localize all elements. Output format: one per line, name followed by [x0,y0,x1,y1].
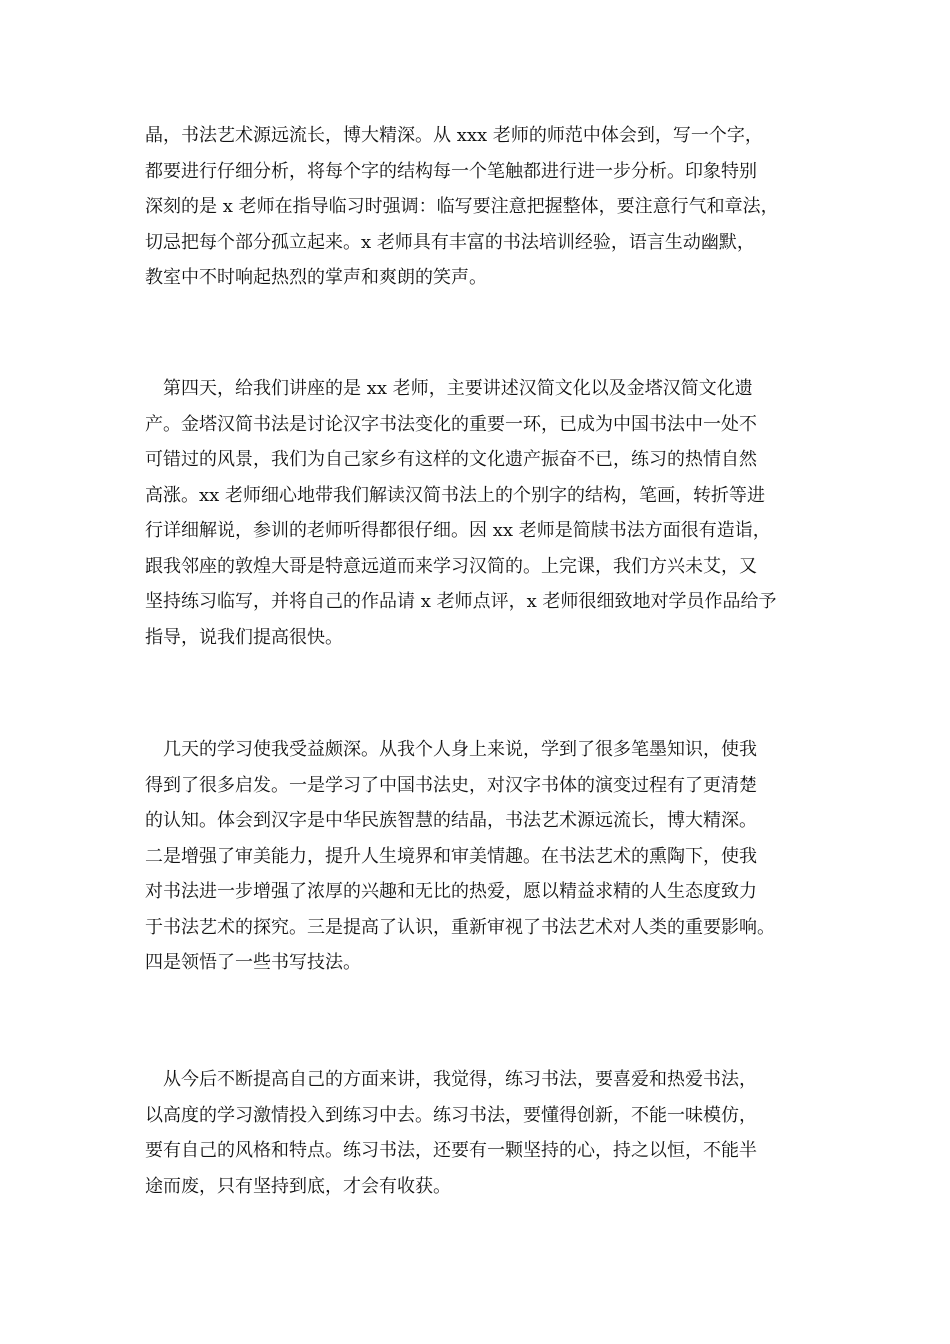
text-line: 于书法艺术的探究。三是提高了认识，重新审视了书法艺术对人类的重要影响。 [145,916,775,938]
text-line: 从今后不断提高自己的方面来讲，我觉得，练习书法，要喜爱和热爱书法， [145,1069,757,1090]
text-line: 切忌把每个部分孤立起来。x 老师具有丰富的书法培训经验，语言生动幽默， [145,231,755,253]
text-line: 高涨。xx 老师细心地带我们解读汉简书法上的个别字的结构，笔画，转折等进 [145,484,766,506]
text-line: 坚持练习临写，并将自己的作品请 x 老师点评，x 老师很细致地对学员作品给予 [145,591,777,612]
text-line: 对书法进一步增强了浓厚的兴趣和无比的热爱，愿以精益求精的人生态度致力 [145,881,757,902]
text-line: 教室中不时响起热烈的掌声和爽朗的笑声。 [145,267,487,288]
text-line: 的认知。体会到汉字是中华民族智慧的结晶，书法艺术源远流长，博大精深。 [145,810,757,831]
paragraph-1 [145,118,815,296]
text-line: 晶，书法艺术源远流长，博大精深。从 xxx 老师的师范中体会到，写一个字， [145,125,763,146]
text-line: 以高度的学习激情投入到练习中去。练习书法，要懂得创新，不能一味模仿， [145,1104,757,1126]
paragraph-3 [145,732,815,981]
text-line: 得到了很多启发。一是学习了中国书法史，对汉字书体的演变过程有了更清楚 [145,774,757,796]
text-line: 深刻的是 x 老师在指导临习时强调：临写要注意把握整体，要注意行气和章法， [145,196,779,217]
text-line: 产。金塔汉简书法是讨论汉字书法变化的重要一环，已成为中国书法中一处不 [145,413,757,435]
text-line: 可错过的风景，我们为自己家乡有这样的文化遗产振奋不已，练习的热情自然 [145,449,757,470]
paragraph-2 [145,371,815,655]
text-line: 跟我邻座的敦煌大哥是特意远道而来学习汉简的。上完课，我们方兴未艾，又 [145,555,757,577]
text-line: 都要进行仔细分析，将每个字的结构每一个笔触都进行进一步分析。印象特别 [145,160,757,182]
text-line: 二是增强了审美能力，提升人生境界和审美情趣。在书法艺术的熏陶下，使我 [145,845,757,867]
text-line: 行详细解说，参训的老师听得都很仔细。因 xx 老师是简牍书法方面很有造诣， [145,520,771,541]
text-line: 几天的学习使我受益颇深。从我个人身上来说，学到了很多笔墨知识，使我 [145,739,757,760]
paragraph-4 [145,1062,815,1204]
text-line: 第四天，给我们讲座的是 xx 老师，主要讲述汉简文化以及金塔汉简文化遗 [145,378,753,399]
text-line: 途而废，只有坚持到底，才会有收获。 [145,1175,451,1197]
text-line: 四是领悟了一些书写技法。 [145,952,361,973]
text-line: 指导，说我们提高很快。 [145,626,343,648]
text-line: 要有自己的风格和特点。练习书法，还要有一颗坚持的心，持之以恒，不能半 [145,1140,757,1161]
